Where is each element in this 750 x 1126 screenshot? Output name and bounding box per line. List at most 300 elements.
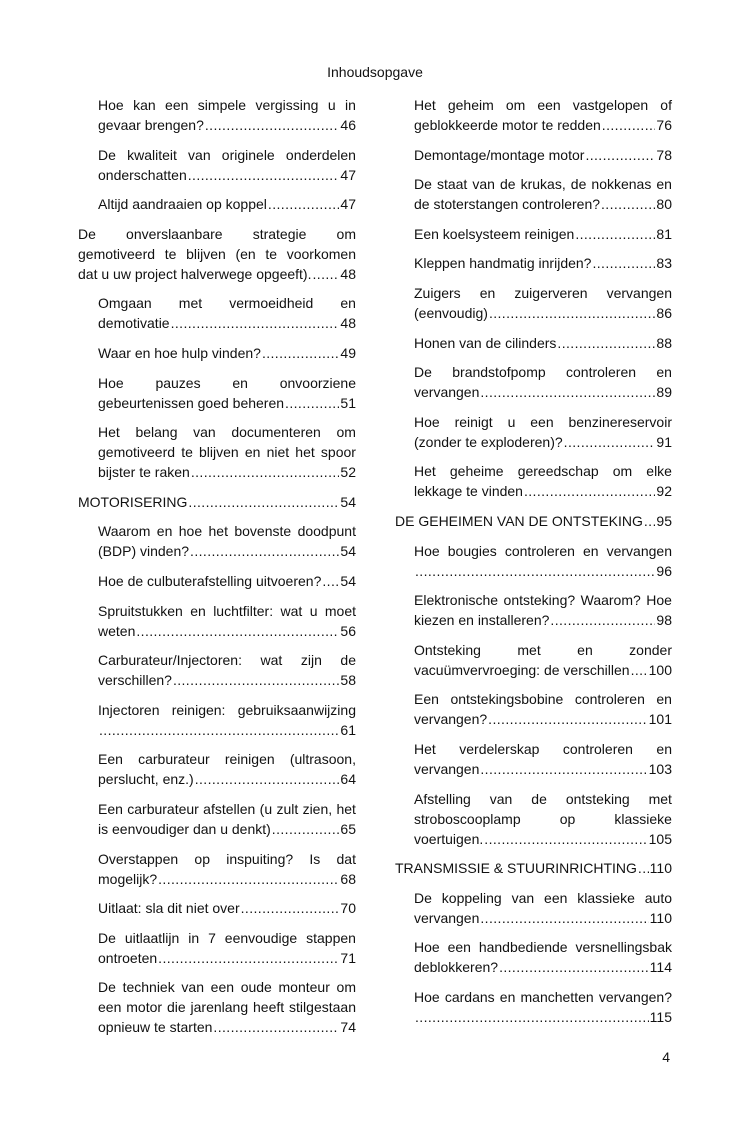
toc-entry-word: techniek xyxy=(122,979,175,996)
toc-entry-text: kiezen en installeren? xyxy=(414,612,550,629)
toc-entry-word: ontstekingsbobine xyxy=(450,691,564,708)
toc-entry-line xyxy=(98,928,356,948)
toc-entry-word: controleren xyxy=(566,364,637,381)
toc-entry-word: het xyxy=(295,444,315,461)
toc-entry-line xyxy=(98,442,356,462)
toc-entry-word: manchetten xyxy=(520,988,594,1005)
toc-page-number: 56 xyxy=(340,622,356,639)
toc-entry-word: die xyxy=(166,999,186,1016)
toc-entry-word: Een xyxy=(414,691,439,708)
toc-entry-word: luchtfilter: xyxy=(213,602,274,619)
toc-entry-word: zien, xyxy=(302,800,333,817)
toc-entry-line xyxy=(98,799,356,819)
toc-entry-word: kwaliteit xyxy=(127,146,177,163)
toc-entry-word: Hoe xyxy=(414,939,440,956)
toc-entry-word: en xyxy=(656,740,672,757)
toc-entry xyxy=(414,739,672,779)
toc-entry-line xyxy=(395,858,672,878)
toc-entry-word: klassieke xyxy=(614,810,672,827)
toc-entry-word: vervangen? xyxy=(598,988,672,1005)
toc-entry-word: u xyxy=(507,413,516,430)
toc-entry-word: in xyxy=(345,97,356,113)
toc-entry-line xyxy=(414,432,672,452)
toc-entry-text: vervangen xyxy=(414,384,480,401)
toc-entry-word: u xyxy=(309,602,318,619)
toc-entry-word: en xyxy=(656,364,672,381)
toc-page-number: 52 xyxy=(340,464,356,481)
toc-entry xyxy=(414,412,672,452)
toc-entry-line xyxy=(78,492,356,512)
dot-leader xyxy=(241,898,340,918)
toc-entry-word: Elektronische xyxy=(414,592,499,609)
toc-entry xyxy=(414,174,672,214)
toc-entry-text: bijster te raken xyxy=(98,464,190,481)
toc-entry-line xyxy=(414,957,672,977)
toc-entry-word: jarenlang xyxy=(190,999,249,1016)
dot-leader xyxy=(480,382,655,402)
page-number: 4 xyxy=(662,1049,670,1065)
toc-entry-line xyxy=(414,937,672,957)
toc-entry-word: de xyxy=(570,176,587,193)
toc-entry-word: op xyxy=(559,810,576,827)
toc-entry-word: bovenste xyxy=(234,523,292,540)
toc-entry-line xyxy=(414,224,672,244)
toc-entry-word: en xyxy=(340,295,356,312)
toc-entry-word: om xyxy=(336,979,356,996)
toc-entry-word: te xyxy=(181,444,193,461)
dot-leader xyxy=(499,957,649,977)
toc-entry-word: een xyxy=(447,939,471,956)
toc-entry-line xyxy=(414,333,672,353)
toc-entry-word: en xyxy=(232,374,248,391)
toc-entry xyxy=(98,145,356,185)
toc-section-heading xyxy=(395,511,672,531)
dot-leader xyxy=(524,481,655,501)
toc-entry-word: Overstappen xyxy=(98,850,179,867)
dot-leader xyxy=(601,194,655,214)
toc-entry-word: reinigen xyxy=(224,751,275,768)
toc-entry-word: en xyxy=(499,988,516,1005)
toc-entry-line xyxy=(414,145,672,165)
toc-entry-word: een xyxy=(165,97,189,113)
toc-page-number: 100 xyxy=(648,661,672,678)
toc-entry xyxy=(414,224,672,244)
toc-entry-text: verschillen? xyxy=(98,672,172,689)
toc-entry-line xyxy=(414,253,672,273)
toc-page-number: 105 xyxy=(648,830,672,847)
toc-entry xyxy=(98,343,356,363)
toc-entry-word: Afstelling xyxy=(414,790,471,807)
toc-entry-word: Ontsteking xyxy=(414,641,481,658)
dot-leader xyxy=(190,541,339,561)
toc-entry-word: klassieke xyxy=(577,889,635,906)
toc-entry-word: een xyxy=(98,999,122,1016)
toc-entry-word: en xyxy=(156,523,173,540)
toc-entry-word: van xyxy=(489,790,513,807)
toc-entry-line xyxy=(98,194,356,214)
toc-entry-line xyxy=(414,888,672,908)
dot-leader xyxy=(480,759,647,779)
toc-entry-word: Hoe xyxy=(98,374,124,391)
toc-entry-text: Honen van de cilinders xyxy=(414,334,557,351)
toc-entry-line xyxy=(414,481,672,501)
toc-entry-word: blijven xyxy=(186,245,226,262)
toc-entry-word: Omgaan xyxy=(98,295,152,312)
dot-leader xyxy=(213,1017,339,1037)
toc-entry-word: wat xyxy=(260,652,283,669)
toc-entry-word: staat xyxy=(436,176,468,193)
dot-leader xyxy=(564,432,656,452)
toc-page-number: 78 xyxy=(656,146,672,163)
toc-entry-word: Het xyxy=(414,740,436,757)
toc-entry-word: of xyxy=(660,97,672,113)
toc-entry-word: van xyxy=(188,146,211,163)
toc-entry-word: gereedschap xyxy=(517,463,599,480)
toc-entry-word: De xyxy=(414,364,432,381)
toc-entry-line xyxy=(98,601,356,621)
toc-page-number: 65 xyxy=(340,820,356,837)
toc-entry xyxy=(98,521,356,561)
toc-entry-word: verdelerskap xyxy=(459,740,540,757)
toc-entry-word: auto xyxy=(644,889,672,906)
toc-entry-word: simpele xyxy=(197,97,247,113)
toc-entry-word: gemotiveerd xyxy=(98,444,176,461)
toc-entry-text: deblokkeren? xyxy=(414,959,499,976)
toc-entry-word: Spruitstukken xyxy=(98,602,183,619)
toc-entry-line xyxy=(98,898,356,918)
toc-entry xyxy=(98,422,356,482)
dot-leader xyxy=(415,1007,649,1027)
toc-entry-word: De xyxy=(78,225,96,242)
toc-entry-line xyxy=(98,650,356,670)
toc-entry-line xyxy=(395,511,672,531)
toc-entry-text: vervangen xyxy=(414,909,480,926)
toc-entry-word: brandstofpomp xyxy=(452,364,546,381)
toc-entry-text: Hoe de culbuterafstelling uitvoeren? xyxy=(98,572,322,589)
toc-entry-text: perslucht, enz.) xyxy=(98,771,194,788)
toc-entry-word: stilgestaan xyxy=(289,999,356,1016)
toc-entry-word: Hoe xyxy=(646,592,672,609)
toc-entry-line xyxy=(98,621,356,641)
toc-page-number: 68 xyxy=(340,870,356,887)
toc-entry xyxy=(98,799,356,839)
toc-entry-word: Het xyxy=(414,97,436,113)
toc-entry-word: reinigen: xyxy=(171,701,226,718)
toc-entry-line xyxy=(414,987,672,1007)
toc-entry-text: geblokkeerde motor te redden xyxy=(414,117,601,133)
dot-leader xyxy=(136,621,339,641)
toc-entry-word: Hoe xyxy=(414,542,440,559)
toc-entry-line xyxy=(414,908,672,928)
toc-entry-word: ontsteking? xyxy=(503,592,576,609)
toc-entry-word: gebruiksaanwijzing xyxy=(237,701,356,718)
toc-page-number: 54 xyxy=(340,572,356,589)
toc-entry-line xyxy=(414,194,672,214)
toc-entry xyxy=(414,937,672,977)
toc-page-number: 115 xyxy=(649,1008,672,1025)
dot-leader xyxy=(480,908,648,928)
toc-entry-word: Het xyxy=(414,463,436,480)
dot-leader xyxy=(312,264,339,284)
toc-entry xyxy=(98,700,356,740)
dot-leader xyxy=(484,829,647,849)
toc-page-number: 114 xyxy=(649,959,672,976)
toc-entry xyxy=(414,333,672,353)
toc-entry xyxy=(414,590,672,630)
dot-leader xyxy=(638,858,649,878)
toc-entry-word: onvoorziene xyxy=(279,374,356,391)
toc-entry-line xyxy=(98,997,356,1017)
toc-entry-word: u xyxy=(327,97,336,113)
toc-entry-word: Hoe xyxy=(414,413,440,430)
toc-entry-word: documenteren xyxy=(231,424,321,441)
toc-entry-word: nokkenas xyxy=(591,176,652,193)
toc-entry-line xyxy=(98,145,356,165)
toc-entry-word: hoe xyxy=(178,523,203,540)
toc-entry-text: onderschatten xyxy=(98,166,187,183)
toc-entry-line xyxy=(98,700,356,720)
toc-entry-word: geheim xyxy=(447,97,494,113)
toc-entry-line xyxy=(98,749,356,769)
toc-entry-text: mogelijk? xyxy=(98,870,158,887)
toc-entry-word: controleren xyxy=(574,691,645,708)
toc-entry-word: koppeling xyxy=(441,889,502,906)
toc-page-number: 61 xyxy=(340,721,356,738)
toc-entry-word: 7 xyxy=(208,929,216,946)
toc-page-number: 49 xyxy=(340,344,356,361)
toc-entry-line xyxy=(414,739,672,759)
toc-entry-line xyxy=(414,829,672,849)
toc-entry-word: zult xyxy=(276,800,299,817)
toc-entry-line xyxy=(98,95,356,115)
toc-entry-word: spoor xyxy=(320,444,356,461)
toc-entry-line xyxy=(98,720,356,740)
toc-entry xyxy=(414,283,672,323)
toc-entry-text: DE GEHEIMEN VAN DE ONTSTEKING xyxy=(395,512,643,529)
toc-entry-word: vastgelopen xyxy=(572,97,649,113)
toc-page-number: 81 xyxy=(656,225,672,242)
toc-entry-line xyxy=(414,303,672,323)
toc-entry-word: gemotiveerd xyxy=(78,245,156,262)
toc-entry-word: De xyxy=(98,146,116,163)
toc-entry-text: gebeurtenissen goed beheren xyxy=(98,394,285,411)
toc-entry-word: reinigt xyxy=(454,413,493,430)
toc-entry-word: vervangen xyxy=(606,284,672,301)
dot-leader xyxy=(285,393,339,413)
toc-entry-word: zuigerveren xyxy=(514,284,588,301)
toc-entry-word: (u xyxy=(259,800,273,817)
toc-entry-text: dat u uw project halverwege opgeeft). xyxy=(78,265,312,282)
dot-leader xyxy=(489,303,655,323)
toc-entry-line xyxy=(414,561,672,581)
toc-entry-word: en xyxy=(190,602,206,619)
toc-entry-word: originele xyxy=(221,146,275,163)
toc-entry-word: bougies xyxy=(447,542,497,559)
dot-leader xyxy=(158,869,339,889)
toc-entry-line xyxy=(414,759,672,779)
toc-page-number: 88 xyxy=(656,334,672,351)
toc-entry-text: Waar en hoe hulp vinden? xyxy=(98,344,261,361)
toc-entry xyxy=(414,640,672,680)
toc-entry-line xyxy=(414,789,672,809)
toc-entry-word: (ultrasoon, xyxy=(289,751,356,768)
toc-entry-word: De xyxy=(98,929,116,946)
toc-entry-line xyxy=(414,461,672,481)
toc-entry-line xyxy=(98,521,356,541)
toc-page-number: 98 xyxy=(656,612,672,629)
toc-entry-line xyxy=(98,541,356,561)
toc-entry-word: controleren xyxy=(504,542,575,559)
toc-entry-text: (zonder te exploderen)? xyxy=(414,433,563,450)
toc-entry-line xyxy=(98,422,356,442)
toc-entry-word: om xyxy=(505,97,526,113)
toc-entry-word: carburateur xyxy=(138,751,210,768)
toc-entry-word: onderdelen xyxy=(285,146,356,163)
toc-entry-line xyxy=(98,313,356,333)
toc-entry-text: is eenvoudiger dan u denkt) xyxy=(98,820,271,837)
toc-entry-word: stappen xyxy=(306,929,356,946)
toc-entry-text: (eenvoudig) xyxy=(414,304,488,321)
toc-page-number: 71 xyxy=(340,949,356,966)
toc-entry-word: om xyxy=(612,463,633,480)
toc-entry-word: de xyxy=(499,176,516,193)
toc-entry-word: controleren xyxy=(562,740,633,757)
toc-page-number: 51 xyxy=(340,394,356,411)
toc-entry-line xyxy=(98,293,356,313)
toc-page-number: 96 xyxy=(656,562,672,579)
toc-entry-line xyxy=(98,849,356,869)
toc-entry-word: uitlaatlijn xyxy=(124,929,180,946)
toc-entry-word: Is xyxy=(309,850,321,867)
toc-entry-word: vergissing xyxy=(255,97,319,113)
toc-entry-word: met xyxy=(648,790,672,807)
toc-entry xyxy=(98,571,356,591)
toc-entry-text: vacuümvervroeging: de verschillen xyxy=(414,661,630,678)
toc-page-number: 54 xyxy=(340,493,356,510)
toc-entry-word: belang xyxy=(135,424,178,441)
toc-entry-text: lekkage te vinden xyxy=(414,483,523,500)
dot-leader xyxy=(575,224,655,244)
toc-entry-word: dat xyxy=(336,850,356,867)
toc-entry-text: (BDP) vinden? xyxy=(98,543,190,560)
dot-leader xyxy=(272,819,340,839)
toc-entry-word: niet xyxy=(266,444,290,461)
page-title: Inhoudsopgave xyxy=(327,64,423,80)
toc-entry-line xyxy=(414,590,672,610)
toc-entry-word: afstellen xyxy=(203,800,256,817)
toc-entry-word: het xyxy=(336,800,356,817)
dot-leader xyxy=(191,462,340,482)
toc-entry-text: gevaar brengen? xyxy=(98,117,204,133)
toc-entry-word: en xyxy=(656,176,672,193)
dot-leader xyxy=(585,145,655,165)
dot-leader xyxy=(550,610,655,630)
toc-entry-line xyxy=(98,165,356,185)
toc-entry-word: vermoeidheid xyxy=(229,295,314,312)
toc-entry-word: zijn xyxy=(300,652,322,669)
toc-entry-line xyxy=(98,948,356,968)
toc-entry-line xyxy=(414,283,672,303)
toc-entry-word: het xyxy=(208,523,228,540)
toc-page-number: 110 xyxy=(649,909,672,926)
toc-entry-word: een xyxy=(544,889,568,906)
toc-entry xyxy=(414,789,672,849)
toc-entry xyxy=(414,987,672,1027)
toc-entry xyxy=(414,145,672,165)
toc-entry-word: om xyxy=(336,424,356,441)
toc-section-heading xyxy=(78,492,356,512)
toc-entry-word: oude xyxy=(240,979,272,996)
toc-entry-word: blijven xyxy=(199,444,239,461)
toc-entry-word: wat xyxy=(280,602,303,619)
toc-entry-word: van xyxy=(193,424,216,441)
toc-entry-word: doodpunt xyxy=(297,523,356,540)
toc-entry xyxy=(414,362,672,402)
toc-entry-word: De xyxy=(98,979,116,996)
toc-entry xyxy=(98,650,356,690)
toc-entry-line xyxy=(98,115,356,135)
toc-entry-word: eenvoudige xyxy=(224,929,298,946)
toc-entry-word: krukas, xyxy=(520,176,566,193)
dot-leader xyxy=(171,313,340,333)
toc-entry-word: De xyxy=(414,889,432,906)
toc-page-number: 101 xyxy=(648,711,672,728)
toc-entry-text: TRANSMISSIE & STUURINRICHTING xyxy=(395,860,637,877)
dot-leader xyxy=(173,670,339,690)
toc-entry-word: van xyxy=(181,979,204,996)
toc-section-heading xyxy=(78,224,356,284)
toc-page-number: 47 xyxy=(340,166,356,183)
toc-entry-word: en xyxy=(582,542,599,559)
toc-entry xyxy=(414,888,672,928)
toc-entry-text: Een koelsysteem reinigen xyxy=(414,225,575,242)
toc-entry-word: Een xyxy=(98,800,123,817)
toc-entry-word: kan xyxy=(133,97,156,113)
toc-entry-text: Uitlaat: sla dit niet over xyxy=(98,900,240,917)
toc-column-right xyxy=(395,95,672,1036)
toc-entry-word: geheime xyxy=(449,463,504,480)
toc-entry-line xyxy=(414,809,672,829)
toc-entry-line xyxy=(98,571,356,591)
toc-entry-word: van xyxy=(472,176,495,193)
toc-entry-word: motor xyxy=(126,999,163,1016)
toc-entry-word: strategie xyxy=(252,225,307,242)
toc-entry-word: Hoe xyxy=(414,988,440,1005)
toc-entry-text: weten xyxy=(98,622,136,639)
toc-entry-word: carburateur xyxy=(127,800,199,817)
toc-page-number: 48 xyxy=(340,315,356,332)
toc-entry-line xyxy=(98,373,356,393)
toc-entry-line xyxy=(414,640,672,660)
toc-entry-line xyxy=(78,224,356,244)
dot-leader xyxy=(631,660,648,680)
toc-entry-text: voertuigen. xyxy=(414,830,484,847)
toc-entry-word: een xyxy=(210,979,235,996)
toc-entry-word: versnellingsbak xyxy=(575,939,672,956)
toc-entry-word: cardans xyxy=(444,988,495,1005)
toc-entry-line xyxy=(98,869,356,889)
toc-entry-word: moet xyxy=(324,602,356,619)
toc-page-number: 76 xyxy=(656,117,672,133)
toc-entry-text: vervangen xyxy=(414,760,480,777)
dot-leader xyxy=(592,253,655,273)
toc-entry xyxy=(98,95,356,135)
toc-entry-word: te xyxy=(265,245,278,262)
toc-entry-line xyxy=(98,462,356,482)
toc-entry-word: De xyxy=(414,176,432,193)
toc-entry-word: Injectoren xyxy=(98,701,160,718)
toc-entry-line xyxy=(414,1007,672,1027)
